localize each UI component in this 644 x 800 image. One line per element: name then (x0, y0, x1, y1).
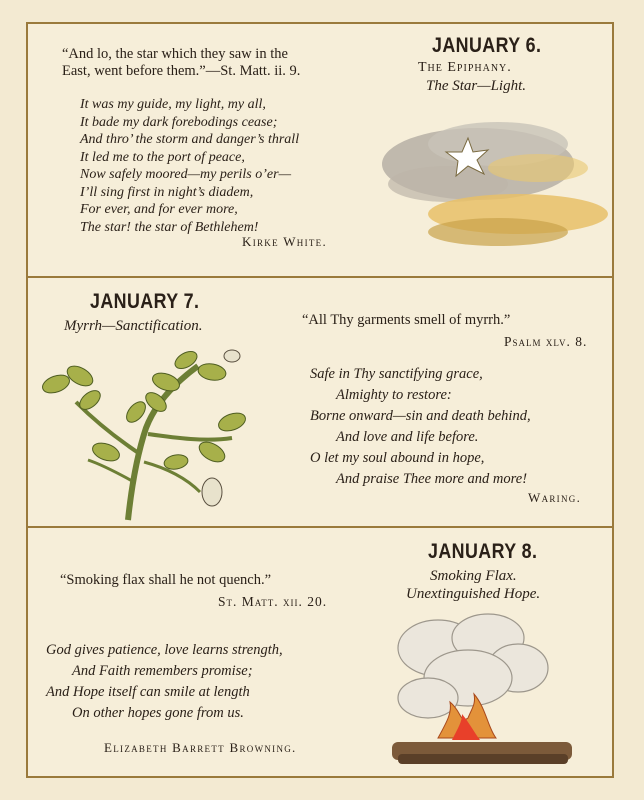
entry-january-7 (26, 276, 614, 528)
entry-january-8 (26, 526, 614, 778)
entry-subtitle: The Star—Light. (426, 78, 527, 94)
quote-line-2: East, went before them.”—St. Matt. ii. 9. (62, 63, 301, 79)
poem-line: God gives patience, love learns strength, (46, 642, 283, 658)
reference: Psalm xlv. 8. (504, 334, 588, 349)
poem (80, 96, 299, 236)
author: Kirke White. (242, 234, 328, 249)
quote: “All Thy garments smell of myrrh.” (302, 312, 511, 328)
quote-line-1: “And lo, the star which they saw in the (62, 46, 288, 62)
quote: “Smoking flax shall he not quench.” (60, 572, 272, 588)
entry-date: JANUARY 7. (90, 290, 200, 313)
poem-line: Now safely moored—my perils o’er— (80, 167, 292, 182)
smoking-flax-illustration (378, 608, 578, 774)
quote (62, 46, 300, 80)
entry-subtitle: Myrrh—Sanctification. (64, 318, 203, 334)
poem-line: It bade my dark forebodings cease; (80, 114, 278, 130)
star-in-clouds-illustration (378, 104, 608, 264)
poem-line: I’ll sing first in night’s diadem, (80, 184, 254, 200)
poem (310, 364, 531, 490)
entry-subtitle: Unextinguished Hope. (406, 586, 541, 602)
poem-line: Safe in Thy sanctifying grace, (310, 366, 483, 382)
reference: St. Matt. xii. 20. (218, 594, 328, 609)
poem-line: And praise Thee more and more! (336, 471, 528, 487)
poem-line: Almighty to restore: (336, 387, 452, 403)
entry-date: JANUARY 6. (432, 34, 542, 57)
poem-line: For ever, and for ever more, (80, 202, 238, 217)
poem-line: And Faith remembers promise; (72, 663, 253, 679)
entry-january-6 (26, 22, 614, 278)
poem-line: O let my soul abound in hope, (310, 450, 485, 466)
author: Waring. (528, 490, 582, 505)
poem-line: It led me to the port of peace, (80, 149, 245, 165)
poem-line: On other hopes gone from us. (72, 705, 244, 721)
poem-line: The star! the star of Bethlehem! (80, 219, 259, 235)
entry-date: JANUARY 8. (428, 540, 538, 563)
entry-title: The Epiphany. (418, 60, 512, 75)
poem-line: It was my guide, my light, my all, (80, 97, 266, 112)
entry-title: Smoking Flax. (430, 568, 517, 584)
poem-line: And love and life before. (336, 429, 479, 445)
poem (46, 640, 283, 724)
poem-line: And Hope itself can smile at length (46, 684, 250, 700)
poem-line: And thro’ the storm and danger’s thrall (80, 132, 300, 147)
author: Elizabeth Barrett Browning. (104, 740, 297, 755)
poem-line: Borne onward—sin and death behind, (310, 408, 531, 424)
myrrh-plant-illustration (36, 342, 252, 522)
